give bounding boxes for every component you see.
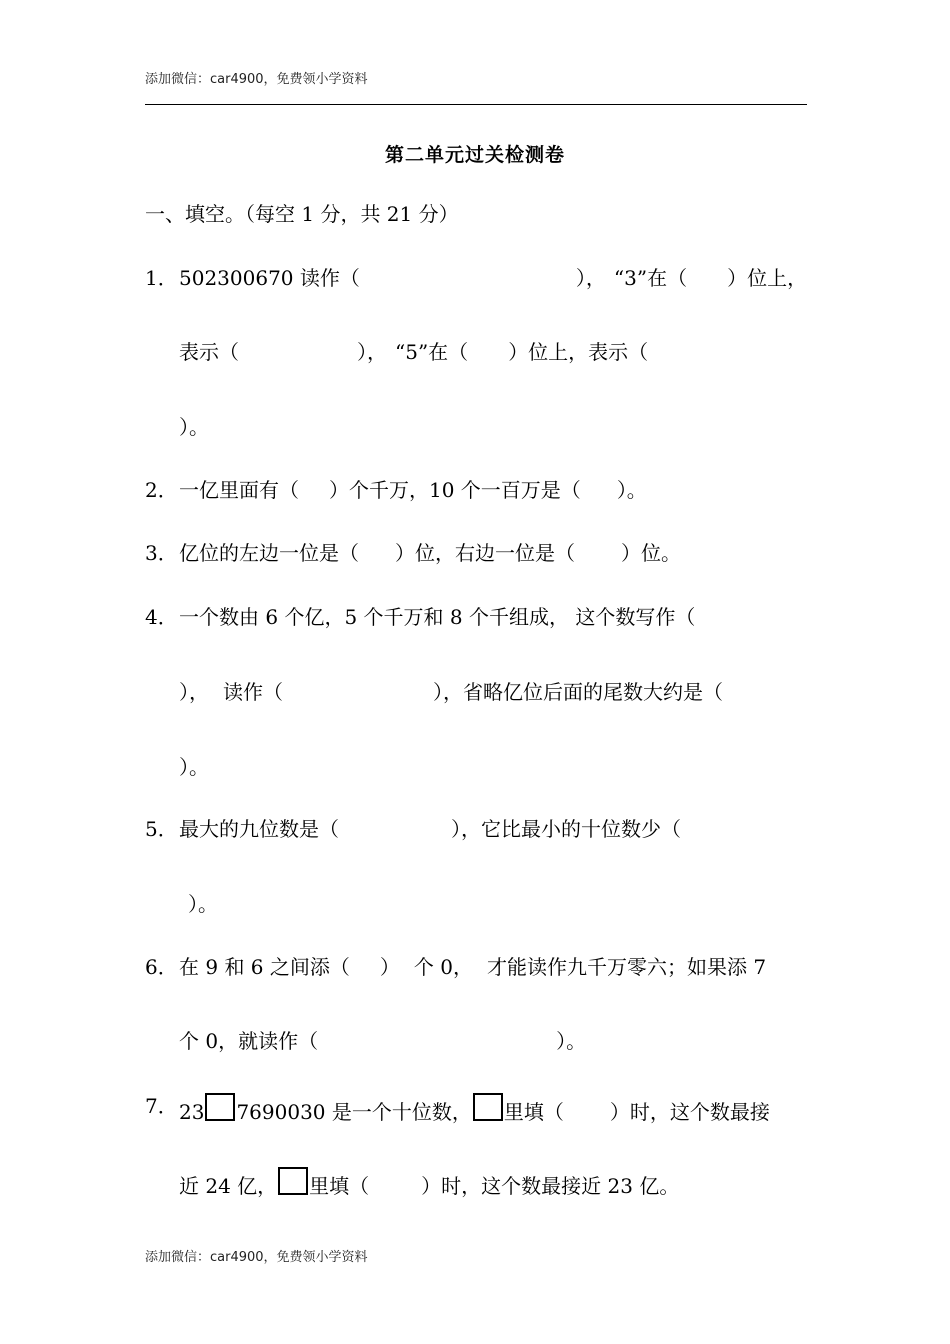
blank-square-box — [278, 1167, 308, 1195]
q5-line1: 最大的九位数是（ ），它比最小的十位数少（ — [179, 817, 681, 841]
q3-number: 3． — [145, 541, 178, 565]
q5-line2: ）。 — [188, 892, 218, 916]
page-footer: 添加微信：car4900，免费领小学资料 — [145, 1250, 368, 1265]
q5-number: 5． — [145, 817, 178, 841]
q6-line2: 个 0，就读作（ ）。 — [179, 1029, 587, 1053]
page-header: 添加微信：car4900，免费领小学资料 — [145, 72, 368, 87]
q7-number: 7． — [145, 1094, 178, 1118]
q2-line1: 一亿里面有（ ）个千万，10 个一百万是（ ）。 — [179, 478, 647, 502]
blank-square-box — [205, 1093, 235, 1121]
q4-line3: ）。 — [179, 755, 209, 779]
q1-line1: 502300670 读作（ ）， “3”在（ ）位上， — [179, 266, 808, 290]
header-rule — [145, 104, 807, 105]
section-heading: 一、填空。（每空 1 分，共 21 分） — [145, 202, 459, 226]
q7-line1: 23 7690030 是一个十位数， 里填（ ）时，这个数最接 — [179, 1093, 770, 1125]
q1-number: 1． — [145, 266, 178, 290]
q2-number: 2． — [145, 478, 178, 502]
q7-line2: 近 24 亿， 里填（ ）时，这个数最接近 23 亿。 — [179, 1167, 679, 1199]
blank-square-box — [473, 1093, 503, 1121]
q1-line2: 表示（ ）， “5”在（ ）位上，表示（ — [179, 340, 649, 364]
q6-number: 6． — [145, 955, 178, 979]
q1-line3: ）。 — [179, 415, 209, 439]
q4-number: 4． — [145, 605, 178, 629]
q6-line1: 在 9 和 6 之间添（ ） 个 0， 才能读作九千万零六；如果添 7 — [179, 955, 767, 979]
q4-line1: 一个数由 6 个亿，5 个千万和 8 个千组成， 这个数写作（ — [179, 605, 696, 629]
q3-line1: 亿位的左边一位是（ ）位，右边一位是（ ）位。 — [179, 541, 681, 565]
page-title: 第二单元过关检测卷 — [384, 144, 565, 166]
q4-line2: ）， 读作（ ），省略亿位后面的尾数大约是（ — [179, 680, 723, 704]
